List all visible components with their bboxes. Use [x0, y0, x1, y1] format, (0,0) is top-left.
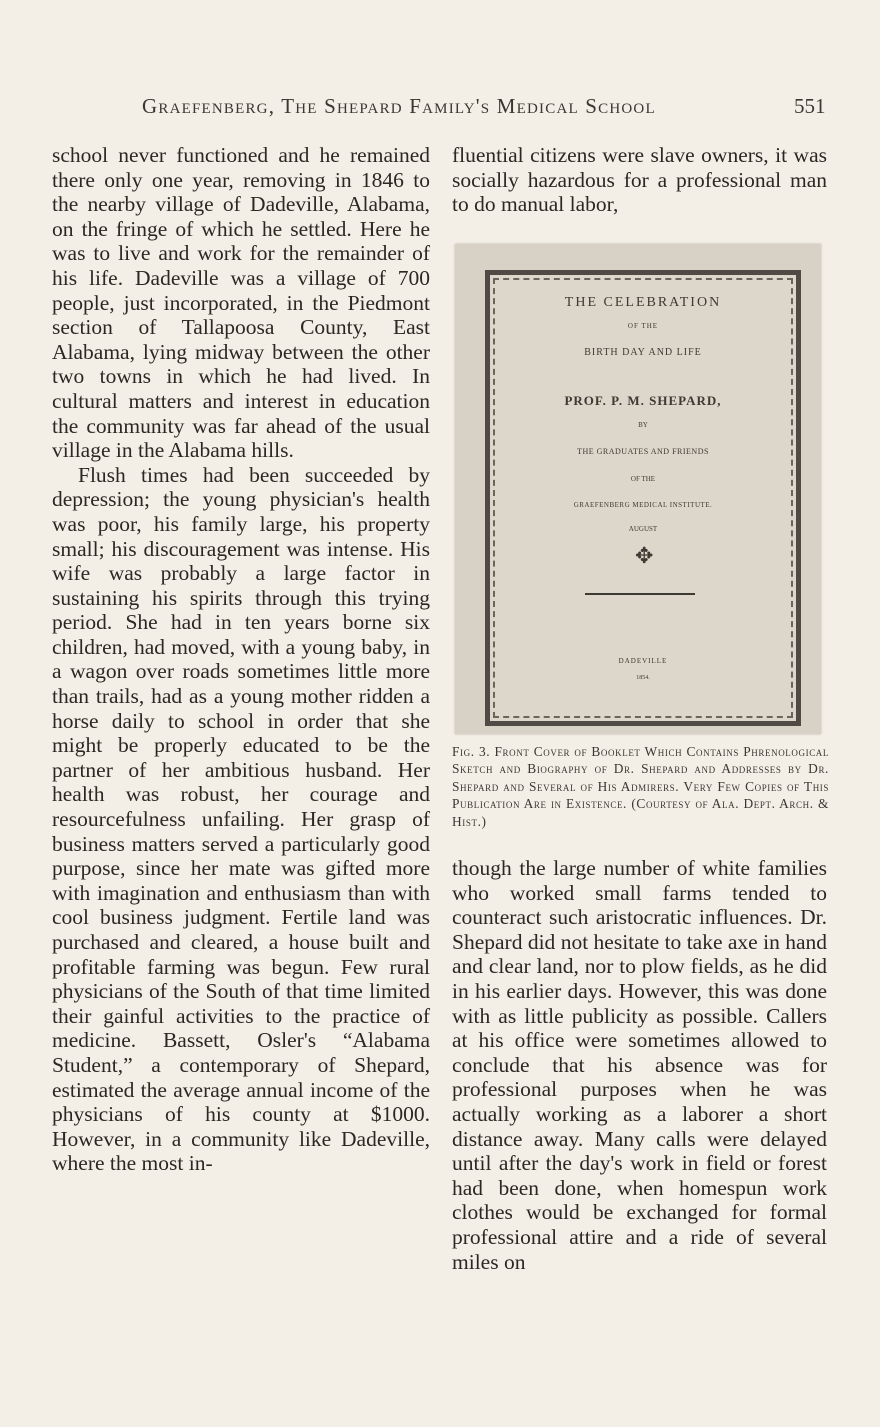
- paragraph: school never functioned and he remained there only one year, removing in 1846 to the nearby village of Dadeville, Alabama, on the fringe of which he settled. Here he was to live and work for the remainder of his life. Dadeville was a village of 700 people, just incorporated, in the Piedmont section of Tallapoosa County, East Alabama, lying midway between the other two towns in which he had lived. In cultural matters and interest in education the community was far ahead of the usual village in the Alabama hills.: [52, 143, 430, 463]
- booklet-name: PROF. P. M. SHEPARD,: [564, 393, 722, 408]
- figure-caption: Fig. 3. Front Cover of Booklet Which Contains Phrenological Sketch and Biography of Dr. Shepard and Addresses by Dr. Shepard and Several of His Admirers. Very Few Copies of This Publication Are in Existence. (Courtesy of Ala. Dept. Arch. & Hist.): [452, 744, 829, 829]
- running-header: [0, 94, 880, 124]
- left-column: [52, 143, 430, 1176]
- booklet-cover-image: [485, 270, 801, 726]
- figure-booklet-cover: [455, 244, 821, 734]
- booklet-text: OF THE: [627, 322, 659, 330]
- booklet-text: AUGUST: [628, 525, 658, 533]
- page-number: 551: [794, 94, 826, 118]
- booklet-text: 1854.: [636, 675, 650, 681]
- booklet-text: GRAEFENBERG MEDICAL INSTITUTE.: [573, 501, 713, 509]
- paragraph: though the large number of white families who worked small farms tended to counteract such aristocratic influences. Dr. Shepard did not hesitate to take axe in hand and clear land, nor to plow fields, as he did in his earlier days. However, this was done with as little publicity as possible. Callers at his office were sometimes allowed to conclude that his absence was for professional purposes when he was actually working as a laborer a short distance away. Many calls were delayed until after the day's work in field or forest had been done, when homespun work clothes would be exchanged for formal professional attire and a ride of several miles on: [452, 856, 827, 1274]
- paragraph: Flush times had been succeeded by depression; the young physician's health was poor, his family large, his property small; his discouragement was intense. His wife was probably a large factor in sustaining his spirits through this trying period. She had in ten years borne six children, had moved, with a young baby, in a wagon over roads sometimes little more than trails, had as a young mother ridden a horse daily to school in order that she might be properly educated to be the partner of her ambitious husband. Her health was robust, her courage and resourcefulness unfailing. Her grasp of business matters served a particularly good purpose, since her mate was gifted more with imagination and enthusiasm than with cool business judgment. Fertile land was purchased and cleared, a house built and profitable farming was begun. Few rural physicians of the South of that time limited their gainful activities to the practice of medicine. Bassett, Osler's “Alabama Student,” a contemporary of Shepard, estimated the average annual income of the physicians of his county at $1000. However, in a community like Dadeville, where the most in-: [52, 462, 430, 1176]
- running-title: Graefenberg, The Shepard Family's Medical School: [142, 94, 656, 118]
- right-column-top: [452, 143, 827, 217]
- booklet-text: THE GRADUATES AND FRIENDS: [577, 447, 709, 456]
- right-column-bottom: [452, 856, 827, 1274]
- booklet-text: BY: [638, 421, 648, 429]
- paragraph: fluential citizens were slave owners, it was socially hazardous for a professional man to do manual labor,: [452, 143, 827, 217]
- booklet-text: DADEVILLE: [618, 657, 668, 665]
- booklet-text: BIRTH DAY AND LIFE: [584, 347, 702, 358]
- booklet-text: OF THE: [630, 475, 656, 483]
- ornament-icon: ✥: [635, 543, 654, 568]
- booklet-title: THE CELEBRATION: [564, 295, 722, 310]
- booklet-rule: [585, 593, 695, 595]
